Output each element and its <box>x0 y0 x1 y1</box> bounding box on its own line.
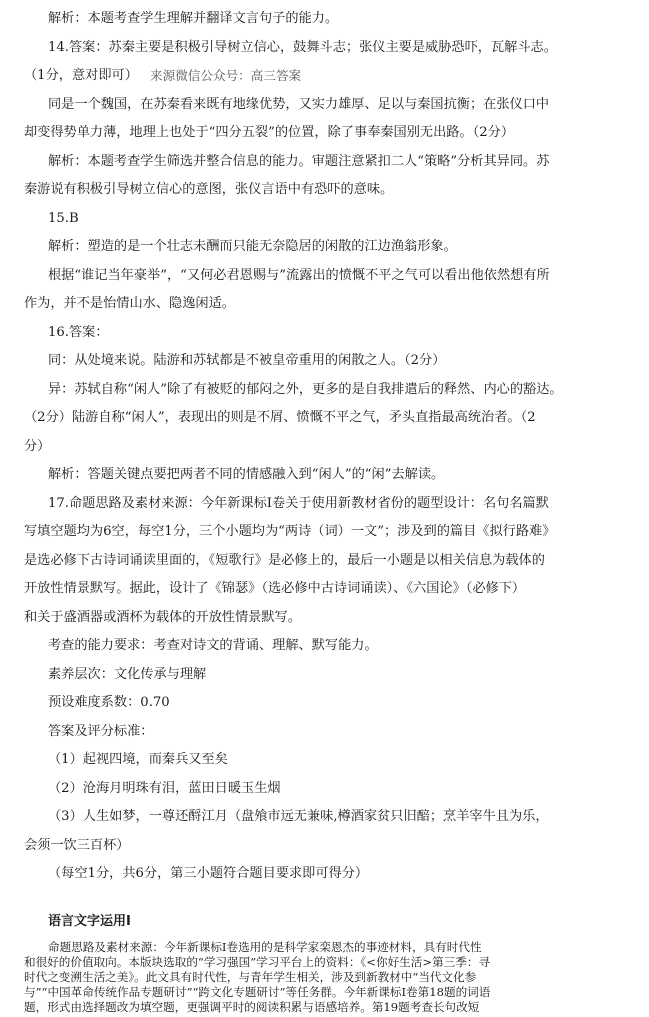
text-line: 会须一饮三百杯） <box>24 838 130 853</box>
section-heading: 语言文字运用Ⅰ <box>48 914 131 929</box>
source-note: 来源微信公众号：高三答案 <box>150 68 302 83</box>
text-line: 素养层次：文化传承与理解 <box>48 667 207 682</box>
text-line: 与”“中国革命传统作品专题研讨”“跨文化专题研讨”等任务群。今年新课标Ⅰ卷第18题的词语 <box>24 985 491 999</box>
text-line: 17.命题思路及素材来源：今年新课标Ⅰ卷关于使用新教材省份的题型设计：名句名篇默 <box>48 496 549 511</box>
text-line: （2分）陆游自称“闲人”，表现出的则是不屑、愤慨不平之气，矛头直指最高统治者。（2 <box>24 410 536 425</box>
text-line: 命题思路及素材来源：今年新课标Ⅰ卷选用的是科学家栾恩杰的事迹材料，具有时代性 <box>48 940 482 954</box>
text-line: 解析：本题考查学生筛选并整合信息的能力。审题注意紧扣二人“策略”分析其异同。苏 <box>48 154 550 169</box>
text-line: （每空1分，共6分，第三小题符合题目要求即可得分） <box>48 866 369 881</box>
text-line: （2）沧海月明珠有泪，蓝田日暖玉生烟 <box>48 781 281 796</box>
text-line: 解析：答题关键点要把两者不同的情感融入到“闲人”的“闲”去解读。 <box>48 467 445 482</box>
text-line: 和很好的价值取向。本版块选取的“学习强国”学习平台上的资料：《<你好生活>第三季：寻 <box>24 955 491 969</box>
text-line: 却变得势单力薄，地理上也处于“四分五裂”的位置，除了事奉秦国别无出路。（2分） <box>24 125 515 140</box>
text-line: 同是一个魏国，在苏秦看来既有地缘优势，又实力雄厚、足以与秦国抗衡；在张仪口中 <box>48 97 550 112</box>
text-line: 写填空题均为6空，每空1分，三个小题均为“两诗（词）一文”；涉及到的篇目《拟行路难》 <box>24 524 556 539</box>
text-line: 15.B <box>48 211 79 226</box>
text-line: 异：苏轼自称“闲人”除了有被贬的郁闷之外，更多的是自我排遣后的释然、内心的豁达。 <box>48 382 563 397</box>
text-line: （1）起视四境，而秦兵又至矣 <box>48 752 228 767</box>
text-line: 根据“谁记当年豪举”，“又何必君恩赐与”流露出的愤慨不平之气可以看出他依然想有所 <box>48 268 550 283</box>
text-line: 作为，并不是怡情山水、隐逸闲适。 <box>24 296 235 311</box>
text-line: （1分，意对即可） <box>24 68 138 83</box>
text-line: 分） <box>24 439 51 454</box>
text-line: 同：从处境来说。陆游和苏轼都是不被皇帝重用的闲散之人。（2分） <box>48 353 446 368</box>
text-line: 开放性情景默写。据此，设计了《锦瑟》（选必修中古诗词诵读）、《六国论》（必修下） <box>24 581 526 596</box>
text-line: 时代之变溯生活之美》。此文具有时代性，与青年学生相关，涉及到新教材中“当代文化参 <box>24 970 477 984</box>
text-line: 14.答案：苏秦主要是积极引导树立信心，鼓舞斗志；张仪主要是威胁恐吓，瓦解斗志。 <box>48 40 557 55</box>
text-line: 16.答案： <box>48 325 109 340</box>
text-line: （3）人生如梦，一尊还酹江月（盘飧市远无兼味,樽酒家贫只旧醅；烹羊宰牛且为乐， <box>48 809 549 824</box>
text-line: 答案及评分标准： <box>48 724 154 739</box>
text-line: 考查的能力要求：考查对诗文的背诵、理解、默写能力。 <box>48 638 378 653</box>
text-line: 是选必修下古诗词诵读里面的，《短歌行》是必修上的，最后一小题是以相关信息为载体的 <box>24 553 545 568</box>
text-line: 解析：本题考查学生理解并翻译文言句子的能力。 <box>48 11 339 26</box>
text-line: 和关于盛酒器或酒杯为载体的开放性情景默写。 <box>24 610 301 625</box>
text-line: 解析：塑造的是一个壮志未酬而只能无奈隐居的闲散的江边渔翁形象。 <box>48 239 457 254</box>
text-line: 题，形式由选择题改为填空题，更强调平时的阅读积累与语感培养。第19题考查长句改短 <box>24 1000 480 1014</box>
text-line: 秦游说有积极引导树立信心的意图，张仪言语中有恐吓的意味。 <box>24 182 394 197</box>
text-line: 预设难度系数：0.70 <box>48 695 170 710</box>
